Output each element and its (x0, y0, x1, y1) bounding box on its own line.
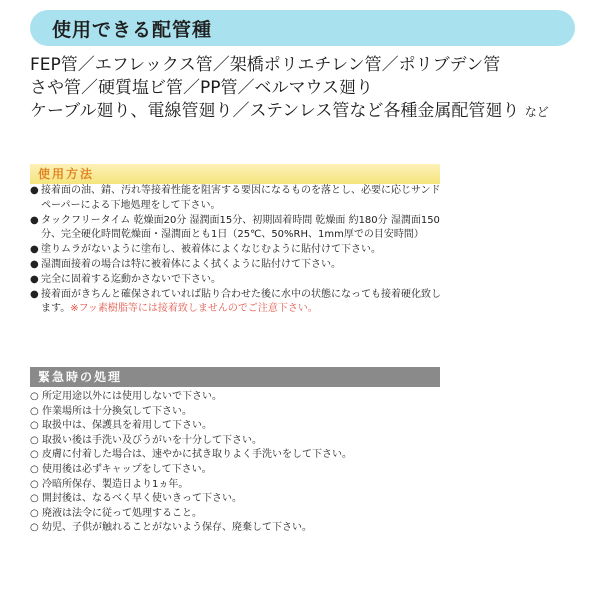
emergency-item (30, 434, 450, 449)
emergency-item (30, 463, 450, 478)
emergency-item (30, 492, 450, 507)
bullet-icon: ● (30, 244, 39, 256)
emergency-item-text: 取扱い後は手洗い及びうがいを十分して下さい。 (42, 434, 262, 446)
circle-bullet-icon: ○ (30, 522, 39, 534)
usage-item (30, 273, 450, 288)
pipe-types-line-3-tail: など (524, 105, 549, 119)
emergency-item-text: 所定用途以外には使用しないで下さい。 (42, 391, 222, 402)
pipe-types-line-3 (30, 100, 590, 124)
circle-bullet-icon: ○ (30, 507, 39, 519)
circle-bullet-icon: ○ (30, 449, 39, 461)
circle-bullet-icon: ○ (30, 493, 39, 505)
circle-bullet-icon: ○ (30, 434, 39, 446)
bullet-icon: ● (30, 288, 39, 300)
circle-bullet-icon: ○ (30, 405, 39, 417)
emergency-item (30, 405, 450, 420)
usage-item (30, 184, 450, 214)
usage-item-text: タックフリータイム 乾燥面20分 湿潤面15分、初期固着時間 乾燥面 約180分 湿潤面150分、完全硬化時間乾燥面・湿潤面とも1日（25℃、50%RH、1mm厚での目安時間） (41, 214, 440, 241)
circle-bullet-icon: ○ (30, 420, 39, 432)
pipe-types-line-2: さや管／硬質塩ビ管／PP管／ベルマウス廻り (30, 78, 373, 98)
emergency-item-text: 冷暗所保存、製造日より1ヵ年。 (42, 478, 189, 490)
usage-item-text: 完全に固着する迄動かさないで下さい。 (41, 273, 221, 285)
emergency-item-text: 取扱中は、保護具を着用して下さい。 (42, 420, 212, 432)
emergency-item-text: 開封後は、なるべく早く使いきって下さい。 (42, 493, 242, 505)
usage-item-text: 塗りムラがないように塗布し、被着体によくなじむように貼付けて下さい。 (41, 244, 381, 256)
usage-heading: 使用方法 (30, 164, 440, 184)
usage-item (30, 288, 450, 318)
usage-item-text: 接着面の油、錆、汚れ等接着性能を阻害する要因になるものを落とし、必要に応じサンドペーパーによる下地処理をして下さい。 (41, 185, 441, 211)
emergency-item (30, 521, 450, 536)
title-banner (30, 10, 575, 46)
emergency-item (30, 478, 450, 493)
bullet-icon: ● (30, 258, 39, 270)
circle-bullet-icon: ○ (30, 463, 39, 475)
emergency-item (30, 448, 450, 463)
usage-item (30, 243, 450, 258)
emergency-item (30, 390, 450, 405)
usage-list (30, 184, 450, 317)
bullet-icon: ● (30, 214, 39, 226)
pipe-types-block (30, 54, 590, 124)
usage-item-text: 接着面がきちんと確保されていれば貼り合わせた後に水中の状態になっても接着硬化致します。 (41, 288, 441, 315)
emergency-item-text: 幼児、子供が触れることがないよう保存、廃棄して下さい。 (42, 522, 312, 534)
emergency-item-text: 皮膚に付着した場合は、速やかに拭き取りよく手洗いをして下さい。 (42, 449, 352, 461)
usage-item-text: 湿潤面接着の場合は特に被着体によく拭くように貼付けて下さい。 (41, 258, 341, 270)
emergency-item-text: 使用後は必ずキャップをして下さい。 (42, 463, 212, 475)
banner-title: 使用できる配管種 (52, 18, 213, 41)
usage-item (30, 258, 450, 273)
emergency-heading: 緊急時の処理 (30, 367, 440, 387)
emergency-item (30, 507, 450, 522)
pipe-types-line-3-text: ケーブル廻り、電線管廻り／ステンレス管など各種金属配管廻り (30, 101, 520, 121)
bullet-icon: ● (30, 273, 39, 285)
emergency-list (30, 390, 450, 536)
circle-bullet-icon: ○ (30, 478, 39, 490)
usage-item (30, 214, 450, 244)
emergency-item-text: 廃液は法令に従って処理すること。 (42, 507, 202, 519)
warning-note: ※フッ素樹脂等には接着致しませんのでご注意下さい。 (70, 303, 318, 315)
emergency-item-text: 作業場所は十分換気して下さい。 (42, 405, 192, 417)
bullet-icon: ● (30, 185, 39, 196)
circle-bullet-icon: ○ (30, 391, 39, 402)
emergency-item (30, 419, 450, 434)
pipe-types-line-1: FEP管／エフレックス管／架橋ポリエチレン管／ポリブデン管 (30, 55, 501, 75)
